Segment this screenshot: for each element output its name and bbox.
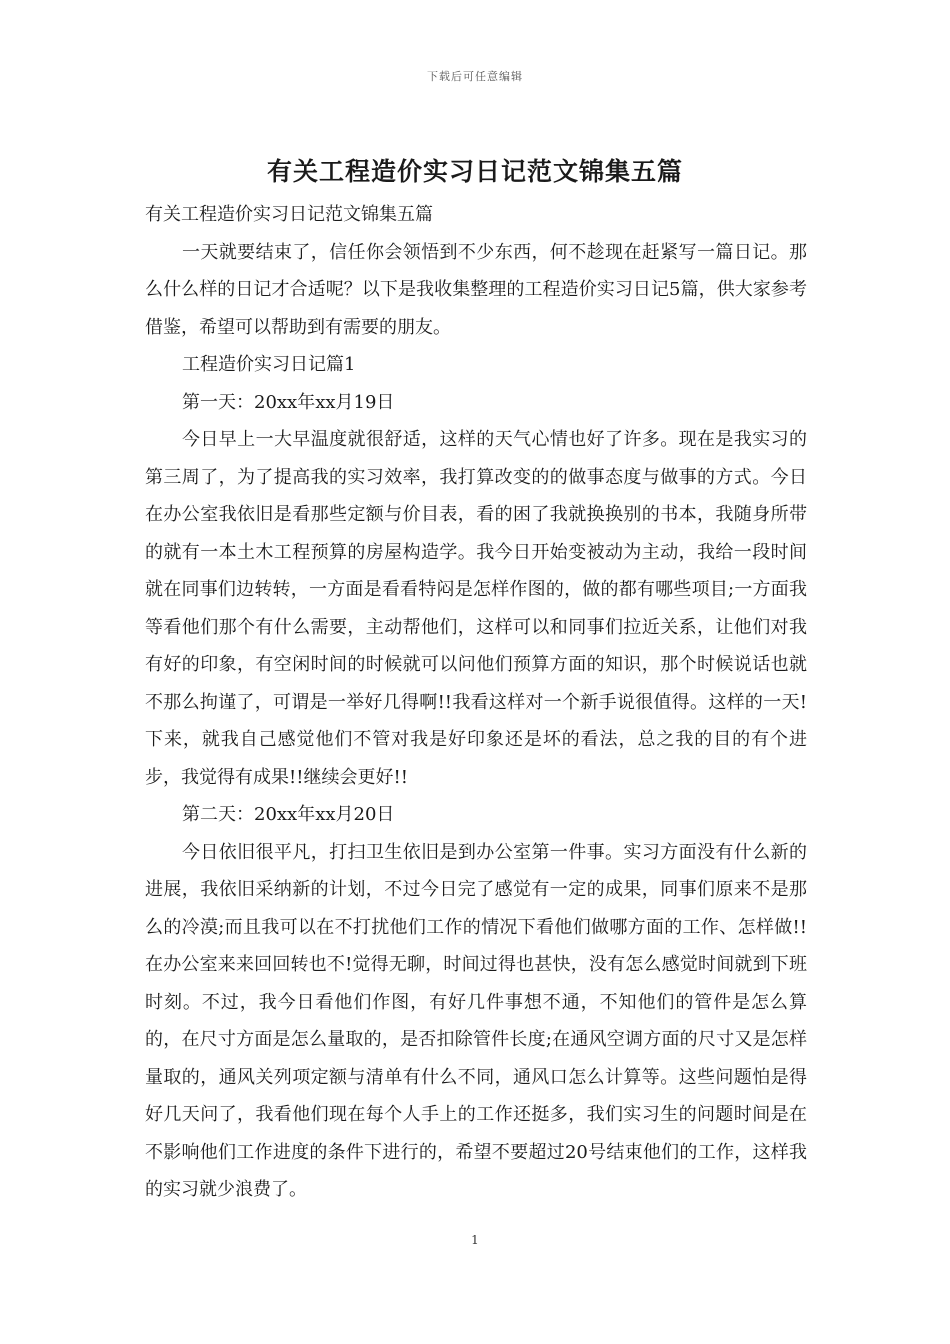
document-body: [145, 196, 807, 1209]
intro-paragraph: 一天就要结束了，信任你会领悟到不少东西，何不趁现在赶紧写一篇日记。那么什么样的日记才合适呢？以下是我收集整理的工程造价实习日记5篇，供大家参考借鉴，希望可以帮助到有需要的朋友。: [145, 241, 807, 338]
entry-paragraph: 今日依旧很平凡，打扫卫生依旧是到办公室第一件事。实习方面没有什么新的进展，我依旧采纳新的计划，不过今日完了感觉有一定的成果，同事们原来不是那么的冷漠;而且我可以在不打扰他们工作的情况下看他们做哪方面的工作、怎样做!!在办公室来来回回转也不!觉得无聊，时间过得也甚快，没有怎么感觉时间就到下班时刻。不过，我今日看他们作图，有好几件事想不通，不知他们的管件是怎么算的，在尺寸方面是怎么量取的，是否扣除管件长度;在通风空调方面的尺寸又是怎样量取的，通风关列项定额与清单有什么不同，通风口怎么计算等。这些问题怕是得好几天问了，我看他们现在每个人手上的工作还挺多，我们实习生的问题时间是在不影响他们工作进度的条件下进行的，希望不要超过20号结束他们的工作，这样我的实习就少浪费了。: [145, 841, 807, 1200]
entry-paragraph: 今日早上一大早温度就很舒适，这样的天气心情也好了许多。现在是我实习的第三周了，为了提高我的实习效率，我打算改变的的做事态度与做事的方式。今日在办公室我依旧是看那些定额与价目表，看的困了我就换换别的书本，我随身所带的就有一本土木工程预算的房屋构造学。我今日开始变被动为主动，我给一段时间就在同事们边转转，一方面是看看特闷是怎样作图的，做的都有哪些项目;一方面我等看他们那个有什么需要，主动帮他们，这样可以和同事们拉近关系，让他们对我有好的印象，有空闲时间的时候就可以问他们预算方面的知识，那个时候说话也就不那么拘谨了，可谓是一举好几得啊!!我看这样对一个新手说很值得。这样的一天!下来，就我自己感觉他们不管对我是好印象还是坏的看法，总之我的目的有个进步，我觉得有成果!!继续会更好!!: [145, 429, 807, 788]
document-subtitle: 有关工程造价实习日记范文锦集五篇: [145, 204, 433, 225]
page-number: 1: [471, 1233, 479, 1247]
document-title: 有关工程造价实习日记范文锦集五篇: [266, 157, 683, 186]
header-note: 下载后可任意编辑: [427, 70, 523, 83]
entry-date: 第二天：20xx年xx月20日: [182, 804, 395, 825]
entry-date: 第一天：20xx年xx月19日: [182, 391, 395, 413]
section-heading: 工程造价实习日记篇1: [182, 354, 356, 375]
